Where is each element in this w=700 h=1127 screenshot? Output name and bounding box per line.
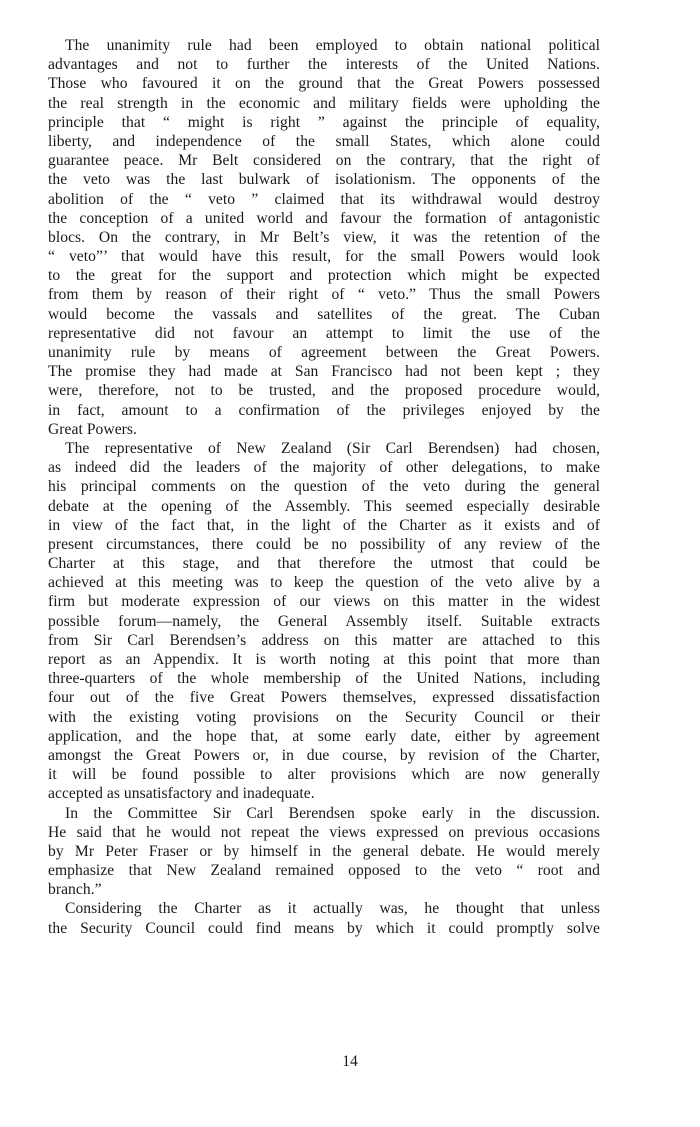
text-line: debate at the opening of the Assembly. This seemed especially desirable	[48, 497, 600, 515]
text-line: “ veto”’ that would have this result, for the small Powers would look	[48, 248, 600, 266]
text-line: from Sir Carl Berendsen’s address on this matter are attached to this	[48, 631, 600, 649]
text-line: the Security Council could find means by which it could promptly solve	[48, 919, 600, 937]
text-line: achieved at this meeting was to keep the question of the veto alive by a	[48, 574, 600, 592]
text-line: amongst the Great Powers or, in due course, by revision of the Charter,	[48, 746, 600, 764]
text-line: The representative of New Zealand (Sir Carl Berendsen) had chosen,	[65, 439, 600, 457]
text-line: Charter at this stage, and that therefore the utmost that could be	[48, 555, 600, 573]
text-line: blocs. On the contrary, in Mr Belt’s view, it was the retention of the	[48, 228, 600, 246]
text-line: guarantee peace. Mr Belt considered on the contrary, that the right of	[48, 152, 600, 170]
paragraph	[48, 804, 600, 900]
text-line: branch.”	[48, 881, 102, 899]
text-line: the real strength in the economic and military fields were upholding the	[48, 94, 600, 112]
text-line: The unanimity rule had been employed to obtain national political	[65, 37, 600, 54]
text-line: in fact, amount to a confirmation of the privileges enjoyed by the	[48, 401, 600, 419]
text-line: abolition of the “ veto ” claimed that its withdrawal would destroy	[48, 190, 600, 208]
text-line: as indeed did the leaders of the majority of other delegations, to make	[48, 459, 600, 477]
text-line: Those who favoured it on the ground that the Great Powers possessed	[48, 75, 600, 93]
text-line: the veto was the last bulwark of isolationism. The opponents of the	[48, 171, 600, 189]
text-line: by Mr Peter Fraser or by himself in the general debate. He would merely	[48, 842, 600, 860]
text-line: advantages and not to further the interests of the United Nations.	[48, 56, 600, 74]
text-line: liberty, and independence of the small States, which alone could	[48, 132, 600, 150]
text-line: present circumstances, there could be no possibility of any review of the	[48, 535, 600, 553]
text-line: report as an Appendix. It is worth noting at this point that more than	[48, 651, 600, 668]
text-line: Great Powers.	[48, 420, 137, 438]
text-line: to the great for the support and protection which might be expected	[48, 267, 600, 285]
text-line: possible forum—namely, the General Assembly itself. Suitable extracts	[48, 612, 600, 630]
paragraph	[48, 36, 600, 439]
paragraph	[48, 439, 600, 804]
text-line: it will be found possible to alter provisions which are now generally	[48, 766, 600, 784]
text-line: application, and the hope that, at some early date, either by agreement	[48, 727, 600, 745]
document-page	[48, 36, 600, 938]
text-line: in view of the fact that, in the light of the Charter as it exists and of	[48, 516, 600, 534]
paragraph	[48, 899, 600, 937]
text-line: his principal comments on the question of the veto during the general	[48, 478, 600, 496]
text-line: from them by reason of their right of “ veto.” Thus the small Powers	[48, 286, 600, 304]
text-line: emphasize that New Zealand remained opposed to the veto “ root and	[48, 862, 600, 880]
document-body	[48, 36, 600, 938]
text-line: principle that “ might is right ” against the principle of equality,	[48, 113, 600, 131]
text-line: accepted as unsatisfactory and inadequate.	[48, 785, 315, 803]
text-line: He said that he would not repeat the views expressed on previous occasions	[48, 823, 600, 841]
page-number: 14	[342, 1053, 358, 1070]
text-line: with the existing voting provisions on the Security Council or their	[48, 708, 600, 726]
text-line: In the Committee Sir Carl Berendsen spoke early in the discussion.	[65, 804, 600, 822]
text-line: would become the vassals and satellites of the great. The Cuban	[48, 305, 600, 323]
text-line: The promise they had made at San Francisco had not been kept ; they	[48, 363, 600, 381]
text-line: three-quarters of the whole membership of the United Nations, including	[48, 670, 600, 688]
text-line: Considering the Charter as it actually was, he thought that unless	[65, 900, 600, 918]
text-line: four out of the five Great Powers themselves, expressed dissatisfaction	[48, 689, 600, 707]
text-line: unanimity rule by means of agreement between the Great Powers.	[48, 344, 600, 361]
text-line: firm but moderate expression of our views on this matter in the widest	[48, 593, 600, 611]
text-line: were, therefore, not to be trusted, and the proposed procedure would,	[48, 382, 600, 400]
text-line: the conception of a united world and favour the formation of antagonistic	[48, 209, 600, 227]
text-line: representative did not favour an attempt to limit the use of the	[48, 324, 600, 342]
